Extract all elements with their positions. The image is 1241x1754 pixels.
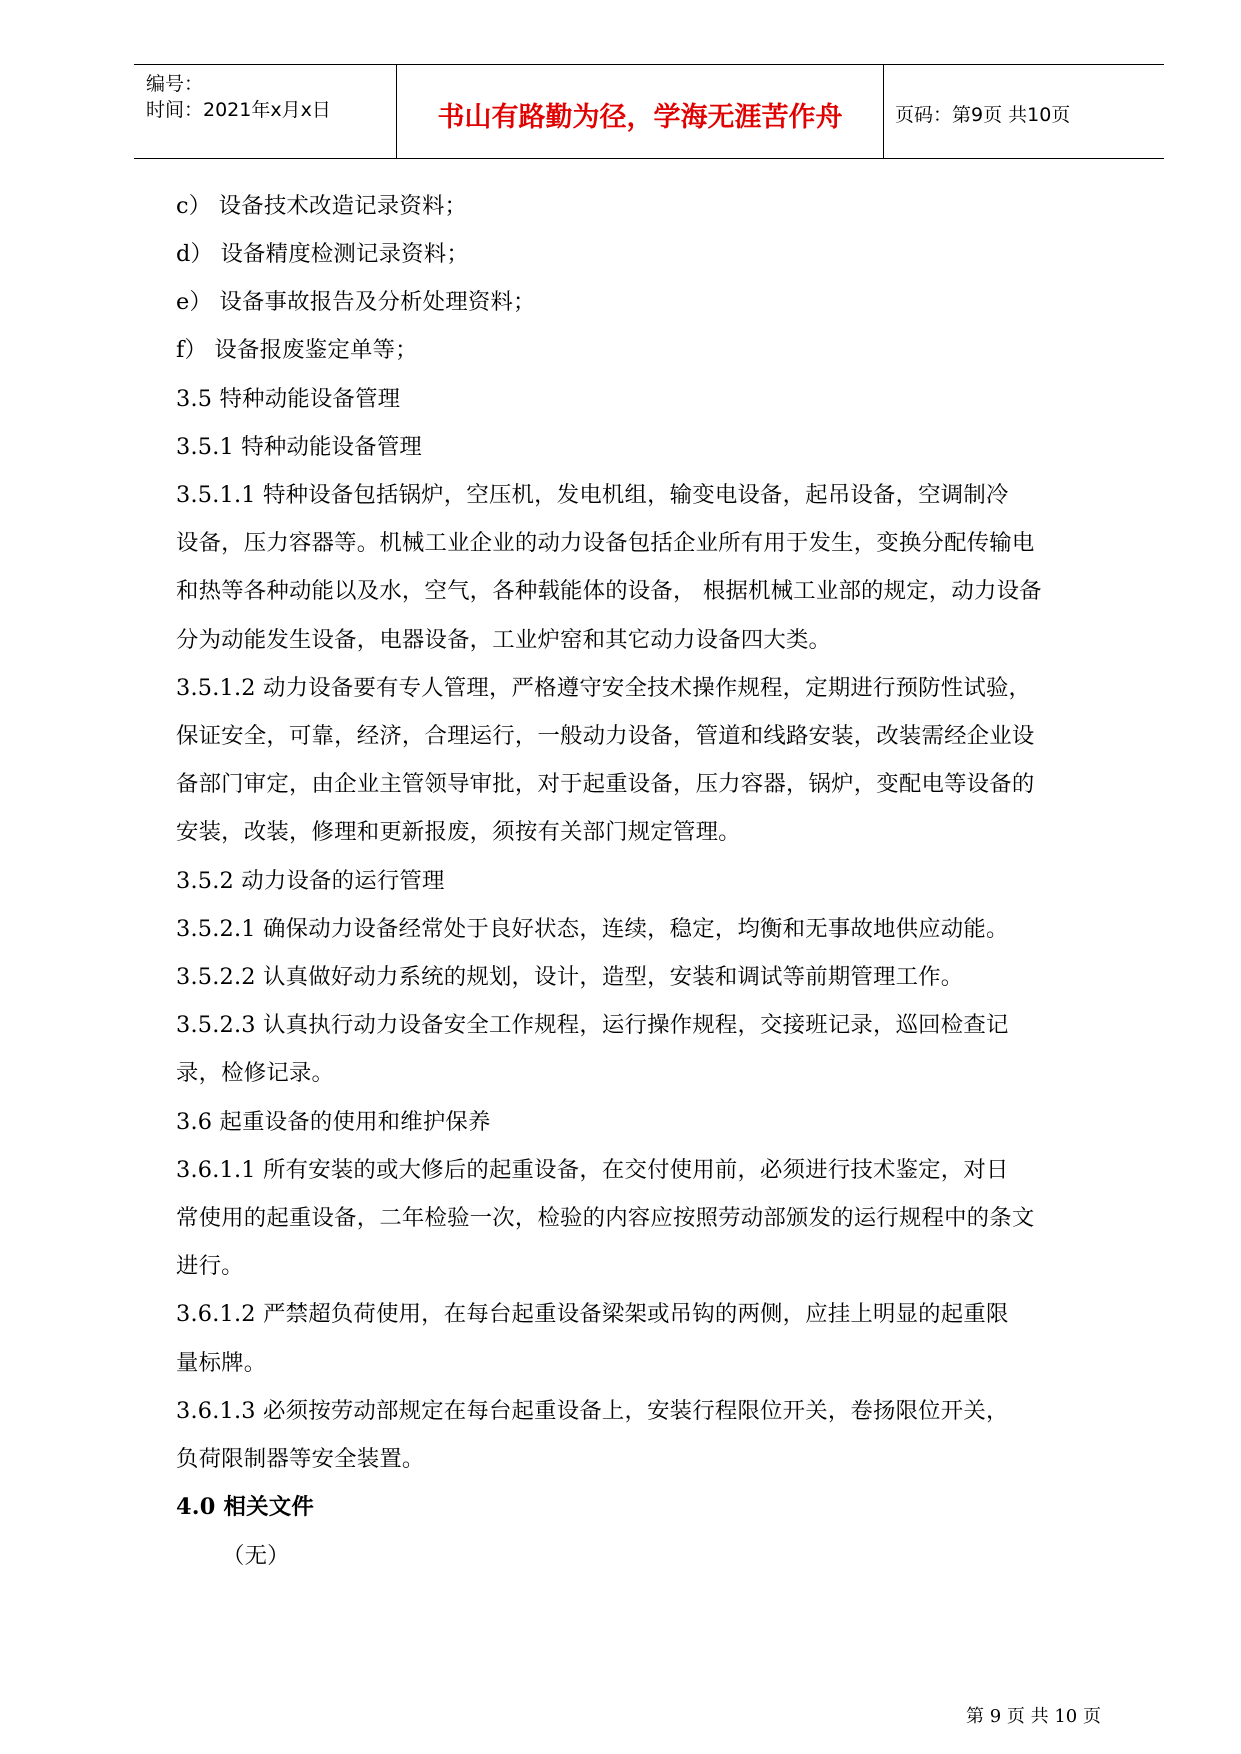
body-line: 3.6.1.3 必须按劳动部规定在每台起重设备上，安装行程限位开关，卷扬限位开关， xyxy=(176,1398,1009,1424)
body-line: 3.5.2.2 认真做好动力系统的规划，设计，造型，安装和调试等前期管理工作。 xyxy=(176,964,964,990)
header-motto-cell xyxy=(396,65,884,158)
body-line: 保证安全，可靠，经济，合理运行，一般动力设备，管道和线路安装，改装需经企业设 xyxy=(176,723,1035,749)
body-line: c） 设备技术改造记录资料； xyxy=(176,193,468,219)
body-line: 常使用的起重设备，二年检验一次，检验的内容应按照劳动部颁发的运行规程中的条文 xyxy=(176,1205,1035,1231)
body-line: e） 设备事故报告及分析处理资料； xyxy=(176,289,536,315)
body-line: 3.5.2.1 确保动力设备经常处于良好状态，连续，稳定，均衡和无事故地供应动能。 xyxy=(176,916,1009,942)
body-line: 和热等各种动能以及水，空气，各种载能体的设备， 根据机械工业部的规定，动力设备 xyxy=(176,578,1042,604)
body-line: f） 设备报废鉴定单等； xyxy=(176,337,418,363)
section-heading-3-6: 3.6 起重设备的使用和维护保养 xyxy=(176,1109,491,1135)
page-header xyxy=(134,64,1164,159)
section-heading-4-0: 4.0 相关文件 xyxy=(176,1494,314,1520)
body-line: 3.6.1.1 所有安装的或大修后的起重设备，在交付使用前，必须进行技术鉴定，对日 xyxy=(176,1157,1009,1183)
section-heading-3-5: 3.5 特种动能设备管理 xyxy=(176,386,401,412)
section-heading-3-5-2: 3.5.2 动力设备的运行管理 xyxy=(176,868,445,894)
body-line: 分为动能发生设备，电器设备，工业炉窑和其它动力设备四大类。 xyxy=(176,627,832,653)
body-line: 3.6.1.2 严禁超负荷使用，在每台起重设备梁架或吊钩的两侧，应挂上明显的起重限 xyxy=(176,1301,1009,1327)
body-line: 3.5.1.2 动力设备要有专人管理，严格遵守安全技术操作规程，定期进行预防性试验， xyxy=(176,675,1032,701)
motto-text: 书山有路勤为径，学海无涯苦作舟 xyxy=(437,102,843,133)
document-time-label: 时间：2021年x月x日 xyxy=(146,99,331,121)
document-number-label: 编号： xyxy=(146,73,204,95)
header-meta-cell xyxy=(134,65,396,158)
body-line: 量标牌。 xyxy=(176,1350,267,1376)
header-page-cell xyxy=(883,65,1164,158)
section-note: （无） xyxy=(222,1543,290,1569)
body-line: 进行。 xyxy=(176,1253,244,1279)
page-code-label: 页码：第9页 共10页 xyxy=(895,104,1071,126)
page-footer: 第 9 页 共 10 页 xyxy=(966,1706,1101,1727)
body-line: 备部门审定，由企业主管领导审批，对于起重设备，压力容器，锅炉，变配电等设备的 xyxy=(176,771,1035,797)
section-heading-3-5-1: 3.5.1 特种动能设备管理 xyxy=(176,434,423,460)
body-line: 录，检修记录。 xyxy=(176,1060,335,1086)
body-line: 负荷限制器等安全装置。 xyxy=(176,1446,425,1472)
body-line: 3.5.2.3 认真执行动力设备安全工作规程，运行操作规程，交接班记录，巡回检查记 xyxy=(176,1012,1009,1038)
body-line: d） 设备精度检测记录资料； xyxy=(176,241,469,267)
body-line: 安装，改装，修理和更新报废，须按有关部门规定管理。 xyxy=(176,819,741,845)
body-line: 设备，压力容器等。机械工业企业的动力设备包括企业所有用于发生，变换分配传输电 xyxy=(176,530,1035,556)
body-line: 3.5.1.1 特种设备包括锅炉，空压机，发电机组，输变电设备，起吊设备，空调制冷 xyxy=(176,482,1009,508)
